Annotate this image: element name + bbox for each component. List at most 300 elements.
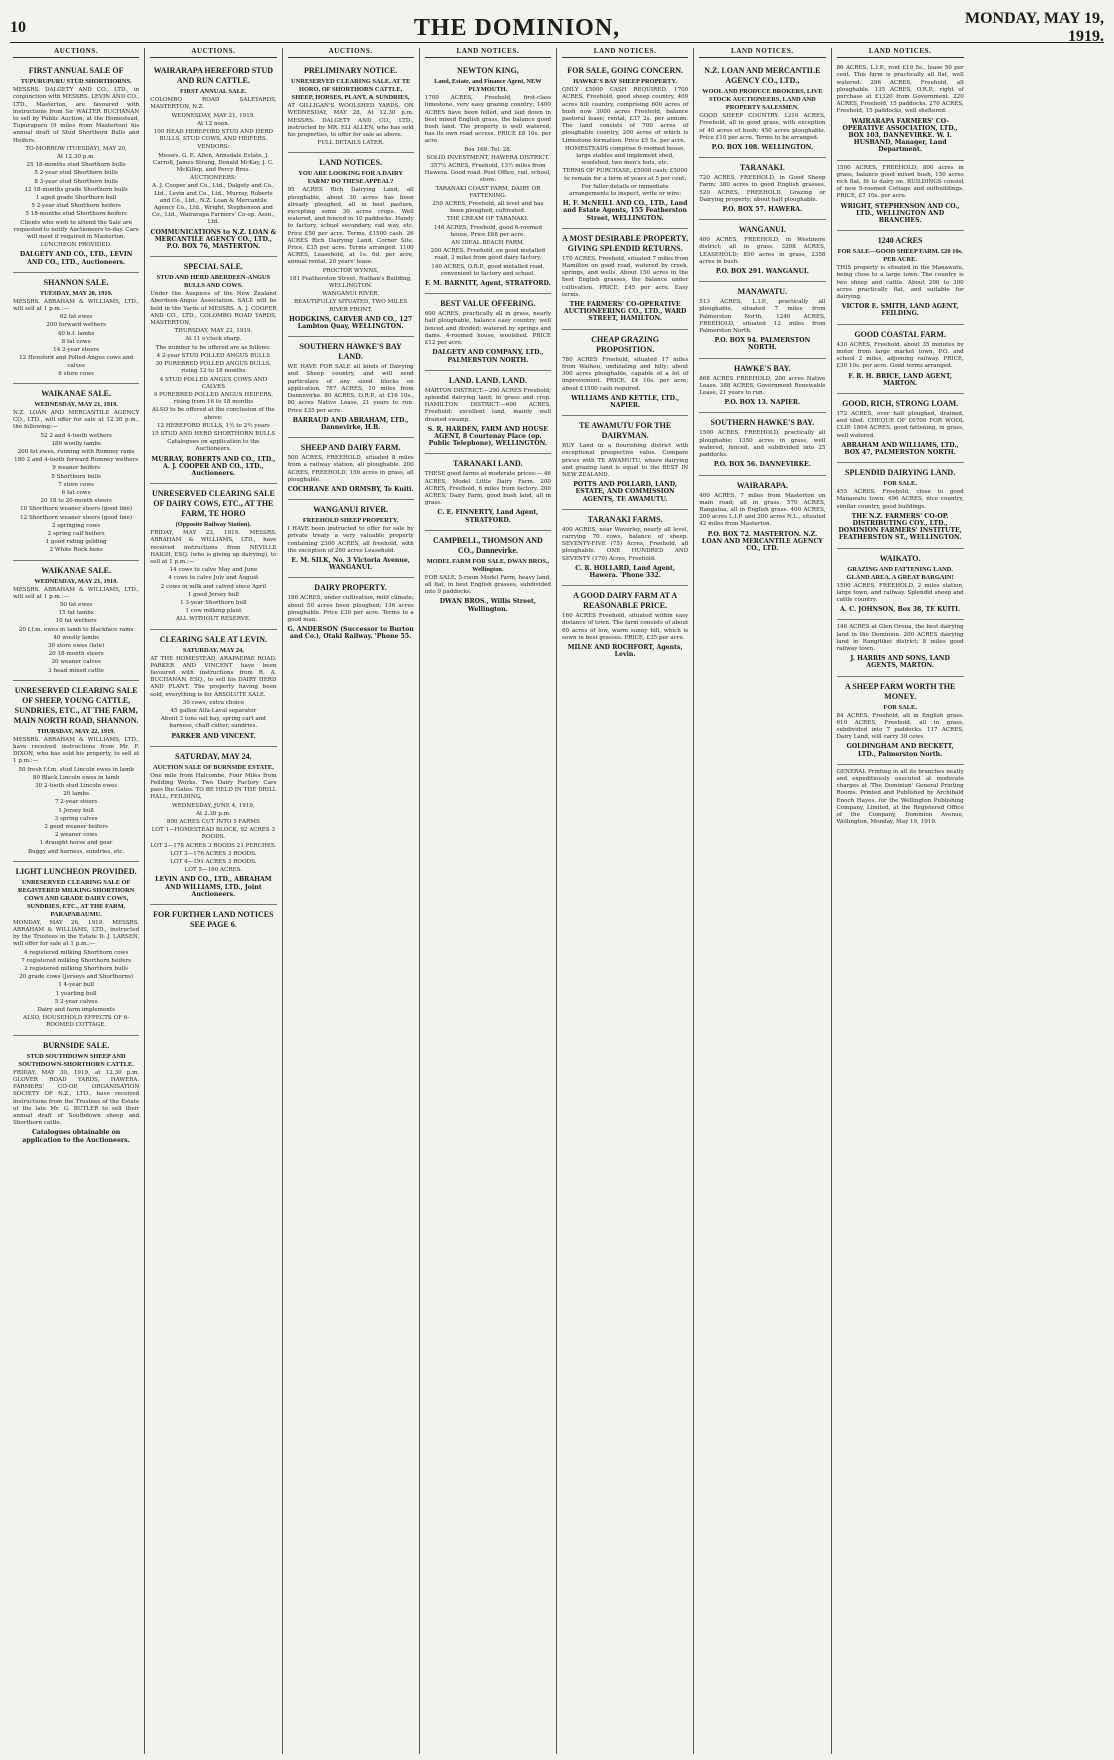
advertisement [837, 325, 964, 394]
advertisement [288, 337, 414, 438]
ad-body-text: FRIDAY, MAY 23, 1919. MESSRS. ABRAHAM & WILLIAMS, LTD., have received instructions from NEVILLE HAIGH, ESQ. (who is giving up dairying), to sell at 1 p.m.:— [150, 530, 277, 565]
ad-line: For fuller details or immediate arrangements to inspect, write or wire: [569, 183, 682, 198]
ad-line: About 3 tons oat hay, spring cart and harness, chaff cutter, sundries. [160, 716, 266, 730]
ad-heading: TE AWAMUTU FOR THE DAIRYMAN. [579, 421, 672, 441]
ad-line: At 2.30 p.m. [196, 810, 231, 817]
ad-line: 180 2 and 4-tooth forward Romney wethers [14, 457, 139, 464]
advertisement [562, 330, 688, 416]
ad-signature: DALGETY AND CO., LTD., LEVIN AND CO., LTD., Auctioneers. [19, 251, 133, 266]
ad-line: 3 spring calves [54, 815, 98, 822]
ad-line: 8 fat cows [61, 338, 91, 345]
ad-signature: H. F. McNEILL AND CO., LTD., Land and Estate Agents, 155 Featherston Street, WELLINGTON. [562, 200, 688, 222]
advertisement [288, 153, 414, 337]
ad-line: 8 3-year stud Shorthorn bulls [34, 178, 118, 185]
ad-line: 5 18-months stud Shorthorn heifers [25, 211, 127, 218]
advertisement [150, 747, 276, 905]
ad-heading: TARANAKI LAND. [453, 459, 523, 469]
ad-body-text: 455 ACRES, Freehold, close to good Manawatu town. 496 ACRES, nice country, similar country, good buildings. [836, 489, 964, 510]
ad-line: Catalogues on application to the Auctioneers. [167, 439, 260, 453]
ad-line: 15 STUD AND HERD SHORTHORN BULLS [151, 430, 276, 437]
ad-signature: S. R. HARDEN, FARM AND HOUSE AGENT, 8 Courtenay Place (op. Public Telephone), WELLINGTON. [427, 425, 548, 448]
ad-line: 30 store ewes (late) [48, 642, 105, 649]
ad-line: 250 ACRES, Freehold, all level and has been ploughed, cultivated. [432, 201, 544, 215]
ad-heading: WAIRARAPA. [736, 480, 788, 490]
ad-line: 7 store cows [58, 481, 94, 488]
ad-line: The number to be offered are as follows: [155, 344, 272, 351]
ad-body-text: 1500 ACRES, FREEHOLD, 2 miles station, large town, and railway. Splendid sheep and cattle country. [836, 582, 964, 603]
ad-subheading: TUESDAY, MAY 20, 1919. [39, 289, 113, 297]
ad-line: LOT 4—191 ACRES 3 ROODS. [170, 859, 257, 866]
ad-line: 146 ACRES, Freehold, good 6-roomed house, Price £68 per acre. [433, 224, 542, 238]
ad-heading: BEST VALUE OFFERING. [440, 299, 536, 309]
advertisement [562, 510, 688, 586]
ad-body-text: AT GILLIGAN'S WOOLSHED YARDS, ON WEDNESDAY, MAY 28, At 12.30 p.m. MESSRS. DALGETY AND CO., LTD., instructed by MR. ELI ALLEN, who has sold his properties, to offer for sale as above. [287, 103, 414, 139]
advertisement [837, 231, 964, 324]
ad-line: 200 forward wethers [46, 322, 106, 329]
newspaper-title [414, 15, 620, 42]
ad-line: 800 ACRES CUT INTO 5 FARMS [166, 819, 260, 826]
ad-line: 10 Shorthorn weaner steers (good line) [20, 506, 133, 513]
ad-subheading: STUD SOUTHDOWN SHEEP AND SOUTHDOWN-SHORTHORN CATTLE. [18, 1052, 134, 1068]
ad-signature: G. ANDERSON (Successor to Burton and Co.), Otaki Railway. 'Phone 55. [287, 626, 414, 641]
ad-heading: WAIKANAE SALE. [41, 565, 112, 575]
ad-line: LOT 1—HOMESTEAD BLOCK, 92 ACRES 3 ROODS. [151, 827, 276, 841]
ad-line: AN IDEAL BEACH FARM. [451, 240, 525, 247]
advertisement [13, 561, 139, 681]
ad-body-text: 172 ACRES, over half ploughed, drained, and tiled. CHEQUE OF £6700 FOR WOOL CLIP. 1804 ACRES, good fattening, in grass, well watered. [836, 410, 964, 439]
ad-signature: ABRAHAM AND WILLIAMS, LTD., BOX 47, PALMERSTON NORTH. [841, 441, 959, 456]
ad-line: 140 ACRES, O.R.P., good metalled road, convenient to factory and school. [431, 263, 545, 277]
ad-heading: DAIRY PROPERTY. [314, 583, 387, 593]
ad-heading: A GOOD DAIRY FARM AT A REASONABLE PRICE. [573, 591, 678, 611]
ad-line: 1 aged grade Shorthorn bull [35, 195, 117, 202]
ad-body-text: 160 ACRES Freehold, situated within easy distance of town. The farm consists of about 60 acres of low, warm sunny hill, which is sown in best grasses. PRICE, £35 per acre. [562, 613, 689, 641]
ad-heading: LAND NOTICES. [319, 158, 382, 168]
ad-signature: HODGKINS, CARVER AND CO., 127 Lambton Quay, WELLINGTON. [289, 315, 413, 331]
ad-line: 100 HEAD HEREFORD STUD AND HERD BULLS, STUD COWS, AND HEIFERS. [153, 129, 274, 143]
ad-line: BEAUTIFULLY SITUATED, TWO MILES RIVER FRONT. [294, 299, 408, 313]
ad-subheading: YOU ARE LOOKING FOR A DAIRY FARM? DO THESE APPEAL? [298, 170, 403, 186]
ad-body-text: 400 ACRES, near Waverley, nearly all level, carrying 70 cows, balance of sheep. SEVENTY-FIVE (75) Acres, Freehold, all ploughable. ONE HUNDRED AND SEVENTY (170) Acres, Freehold. [562, 526, 689, 562]
column-heading: AUCTIONS. [150, 48, 276, 58]
column-heading: AUCTIONS. [13, 48, 139, 58]
ad-line: 6 fat cows [61, 489, 91, 496]
ad-signature: MURRAY, ROBERTS AND CO., LTD., A. J. COOPER AND CO., LTD., Auctioneers. [151, 455, 276, 477]
ad-subheading: WOOL AND PRODUCE BROKERS, LIVE STOCK AUCTIONEERS, LAND AND PROPERTY SALESMEN. [702, 88, 823, 112]
ad-heading: A MOST DESIRABLE PROPERTY, GIVING SPLENDID RETURNS. [562, 233, 689, 253]
ad-line: LUNCHEON PROVIDED. [40, 242, 112, 249]
ad-line: Box 169. Tel. 28. [464, 146, 512, 153]
ad-body-text: 1500 ACRES, FREEHOLD; 800 acres in grass, balance good mixed bush, 150 acres rich flat, fit to dairy on. BUILDINGS consist of new 5-roomed Cottage and outbuildings. PRICE, £7 10s. per acre. [836, 164, 964, 200]
advertisement [837, 677, 964, 765]
advertisement [837, 765, 964, 832]
ad-body-text: WE HAVE FOR SALE all kinds of Dairying and Sheep country, and will send particulars of any sized blocks on application. 787 ACRES, 10 miles from Dannevirke. 80 ACRES, O.R.P., at £16 10s., 80 acres Native Lease, 21 years to run. Price £35 per acre. [287, 364, 414, 414]
advertisement [13, 273, 139, 384]
ad-body-text: GOOD SHEEP COUNTRY. 1210 ACRES, Freehold, all in good grass, with exception of 40 acres of bush; 450 acres ploughable. Price £10 per acre. Terms to be arranged. [699, 113, 826, 141]
ad-body-text: 780 ACRES Freehold, situated 17 miles from Waihou, undulating and hilly; about 300 acres ploughable, capable of a lot of improvement. PRICE, £4 10s. per acre; about £1500 cash required. [562, 356, 689, 392]
ad-body-text: AT THE HOMESTEAD, ARAPAEPAE ROAD. PARKER AND VINCENT have been favoured with instructions from R. A. BUCHANAN, ESQ., to sell his DAIRY HERD AND PLANT. The property having been sold, everything is for ABSOLUTE SALE. [150, 655, 277, 698]
advertisement [288, 61, 414, 153]
ad-line: ALL WITHOUT RESERVE. [176, 616, 251, 623]
ad-line: Clients who wish to attend the Sale are requested to notify Auctioneers to-day. Cars will meet if required in Masterton. [13, 219, 139, 241]
ad-signature: COCHRANE AND ORMSBY, Te Kuiti. [287, 485, 414, 493]
ad-signature: E. M. SILK, No. 3 Victoria Avenue, WANGANUI. [291, 556, 410, 572]
advertisement [837, 549, 964, 621]
ad-line: 7 2-year steers [54, 799, 98, 806]
ad-heading: SHANNON SALE. [43, 277, 109, 287]
ad-line: 1 4-year bull [58, 982, 95, 989]
ad-line: Messrs. G. E. Allen, Annsdale Estate, J. Carroll, James Strang, Donald McKay, J. C. McKillop, and Percy Bros. [153, 152, 274, 174]
column-heading: LAND NOTICES. [699, 48, 825, 58]
ad-signature: J. HARRIS AND SONS, LAND AGENTS, MARTON. [850, 655, 950, 670]
ad-line: HOMESTEADS comprise 6-roomed house, large stables and implement shed, woolshed, two men's huts, etc. [565, 145, 686, 167]
ad-heading: PRELIMINARY NOTICE. [304, 66, 398, 76]
ad-line: WEDNESDAY, MAY 21, 1919. [171, 112, 256, 119]
ad-heading: N.Z. LOAN AND MERCANTILE AGENCY CO., LTD., [704, 66, 821, 86]
advertisement [425, 454, 551, 530]
ad-line: 9 weaner heifers [52, 465, 100, 472]
advertisement [13, 1036, 139, 1150]
ad-signature: C. R. HOLLARD, Land Agent, Hawera. 'Phone 332. [575, 564, 676, 579]
ad-line: 30 2-tooth stud Lincoln ewes [35, 783, 118, 790]
column-2 [145, 48, 282, 1754]
ad-body-text: 400 ACRES, FREEHOLD, in Westmere district; all in grass. 3208 ACRES, LEASEHOLD; 850 acres in grass, 2358 acres in bush. [699, 237, 826, 265]
ad-subheading: AUCTION SALE OF BURNSIDE ESTATE, [152, 763, 274, 771]
advertisement [837, 463, 964, 548]
ad-heading: FOR FURTHER LAND NOTICES SEE PAGE 6. [153, 910, 274, 930]
ad-line: 180 woolly lambs [51, 440, 101, 447]
ad-signature: P.O. BOX 72. MASTERTON. N.Z. LOAN AND MERCANTILE AGENCY CO., LTD. [701, 530, 823, 552]
advertisement [288, 438, 414, 500]
ad-signature: P.O. BOX 56. DANNEVIRKE. [713, 461, 811, 469]
ad-line: 12 Shorthorn weaner steers (good line) [20, 514, 133, 521]
ad-line: 25 18-months stud Shorthorn bulls [26, 162, 126, 169]
ad-subheading: (Opposite Railway Station). [175, 521, 252, 529]
ad-subheading: WEDNESDAY, MAY 21, 1919. [34, 577, 118, 585]
ad-body-text: 86 ACRES, L.I.P., rent £19 5s., lease 50 per cent. This farm is practically all flat, well watered. 296 ACRES, Freehold, all ploughable. 135 ACRES, O.R.P., right of purchase at £1320 from Government. 220 ACRES, Freehold, 15 paddocks. 270 ACRES, Freehold, 15 paddocks, well sheltered. [836, 65, 964, 115]
ad-line: 1 cow milking plant [185, 608, 242, 615]
ad-line: 357½ ACRES, Freehold, 13½ miles from Hawera. Good road. Post Office, rail, school, store. [424, 163, 551, 184]
ad-body-text: 146 ACRES at Glen Oroua, the best dairying land in the Dominion. 200 ACRES dairying land in Rangitikei district; 8 miles good railway town. [836, 624, 964, 652]
ad-signature: COMMUNICATIONS to N.Z. LOAN & MERCANTILE AGENCY CO., LTD., P.O. BOX 76, MASTERTON. [150, 228, 277, 251]
ad-line: 2 good weaner heifers [44, 824, 108, 831]
ad-subheading: THURSDAY, MAY 22, 1919. [37, 727, 116, 735]
ad-signature: POTTS AND POLLARD, LAND, ESTATE, AND COMMISSION AGENTS, TE AWAMUTU. [573, 481, 678, 503]
ad-signature: P.O. BOX 57. HAWERA. [722, 206, 803, 214]
ad-line: 181 Featherston Street, Nathan's Building, WELLINGTON. [289, 275, 412, 290]
ad-line: LOT 5—160 ACRES. [184, 867, 243, 874]
ad-line: 20 18 to 20-month steers [40, 498, 112, 505]
ad-line: 12 Hereford and Polled-Angus cows and calves [19, 355, 134, 369]
ad-line: THE CREAM OF TARANAKI. [447, 216, 529, 223]
ad-heading: SOUTHERN HAWKE'S BAY LAND. [299, 342, 402, 362]
advertisement [425, 371, 551, 455]
ad-heading: BURNSIDE SALE. [43, 1040, 110, 1050]
ad-line: LOT 3—176 ACRES 3 ROODS. [170, 850, 257, 857]
ad-line: 1 draught horse and gear [39, 840, 113, 847]
ad-subheading: GRAZING AND FATTENING LAND. GLAND AREA. A GREAT BARGAIN! [846, 565, 954, 581]
ad-body-text: 95 ACRES Rich Dairying Land, all ploughable, about 30 acres has been already ploughed, all in best pasture, excepting some 30 acres crops. Well watered, and fenced in 10 paddocks. Handy to factory, school secondary, rail way, etc. Price £50 per acre. Terms, £1500 cash. 26 ACRES Rich Dairying Land, Corner Site. Price, £35 per acre. Terms arranged. 1100 ACRES, Leasehold, at 1s. 6d. per acre, annual rental, 20 years' lease. [287, 187, 414, 266]
ad-body-text: One mile from Halcombe, Four Miles from Feilding Works. Two Dairy Factory Cars pass the Gates. TO BE HELD IN THE DRILL HALL, FEILDING, [150, 772, 277, 801]
advertisement [13, 862, 139, 1036]
advertisement [288, 500, 414, 578]
ad-body-text: COLOMBO ROAD SALEYARDS, MASTERTON, N.Z. [150, 97, 277, 111]
ad-signature: BARRAUD AND ABRAHAM, LTD., Dannevirke, H.B. [292, 416, 409, 431]
advertisement [837, 394, 964, 463]
ad-heading: SPECIAL SALE. [183, 262, 243, 272]
column-4 [420, 48, 557, 1754]
ad-heading: SATURDAY, MAY 24. [175, 751, 252, 761]
ad-line: Buggy and harness, sundries, etc. [27, 848, 125, 855]
advertisement [288, 578, 414, 646]
ad-line: TO-MORROW (TUESDAY), MAY 20, [25, 145, 127, 152]
ad-line: 200 fat ewes, running with Romney rams [17, 448, 135, 455]
advertisement [150, 61, 276, 257]
ad-heading: GOOD COASTAL FARM. [854, 329, 946, 339]
ad-line: 80 Black Lincoln ewes in lamb [32, 774, 120, 781]
ad-subheading: HAWKE'S BAY SHEEP PROPERTY. [573, 78, 678, 86]
ad-body-text: 720 ACRES, FREEHOLD, in Good Sheep Farm; 380 acres in good English grasses. 520 ACRES, FREEHOLD, Grazing or Dairying property; about half ploughable. [699, 175, 826, 203]
ad-line: 20 f.f.m. ewes in lamb to blackface rams [18, 626, 134, 633]
ad-line: 7 registered milking Shorthorn heifers [21, 957, 132, 964]
ad-line: TERMS OF PURCHASE, £5000 cash; £5000 to remain for a term of years at 5 per cent. [562, 168, 688, 182]
ad-body-text: GENERAL Printing in all its branches neatly and expeditiously executed at moderate charges at 'The Dominion' General Printing Rooms. Printed and Published by Archibald Enoch Hayes, for the Wellington Publishing Company, Limited, at the Registered Office of the Company, Dominion Avenue, Wellington, Monday, May 19, 1919. [836, 768, 964, 826]
advertisement [150, 905, 276, 936]
ad-body-text: MONDAY, MAY 26, 1919. MESSRS. ABRAHAM & WILLIAMS, LTD., instructed by the Trustees in the Estate D. J. LARSEN, will offer for sale at 1 p.m.:— [13, 919, 140, 948]
ad-line: 4 STUD POLLED ANGUS COWS AND CALVES [159, 376, 268, 390]
ad-heading: SOUTHERN HAWKE'S BAY. [710, 418, 815, 428]
ad-heading: SHEEP AND DAIRY FARM. [300, 443, 401, 453]
ad-line: 2 spring calf heifers [47, 530, 105, 537]
ad-body-text: 600 ACRES, practically all in grass, nearly half ploughable, balance easy country; well fenced and divided; watered by springs and dams. 4-roomed house, woolshed. PRICE £12 per acre. [424, 311, 551, 347]
ad-body-text: Under the Auspices of the New Zealand Aberdeen-Angus Association. SALE will be held in the Yards of MESSRS. A. J. COOPER AND CO., LTD., COLOMBO ROAD YARDS, MASTERTON, [150, 291, 277, 327]
ad-line: 45 gallon Alfa-Laval separator [170, 708, 257, 714]
ad-signature: P.O. BOX 94. PALMERSTON NORTH. [714, 337, 811, 352]
ad-body-text: 430 ACRES, Freehold, about 35 minutes by motor from large market town, P.O. and school 2 miles, adjoining railway. PRICE, £30 10s. per acre. Good terms arranged. [836, 341, 964, 370]
ad-signature: P.O. BOX 108. WELLINGTON. [711, 144, 814, 152]
advertisement [699, 359, 825, 414]
ad-line: 20 18-month steers [48, 651, 104, 658]
column-7 [832, 48, 969, 1754]
ad-line: 1 good riding gelding [45, 539, 107, 546]
ad-heading: FOR SALE, GOING CONCERN. [567, 66, 684, 76]
advertisement [150, 257, 276, 484]
masthead [10, 10, 1104, 45]
advertisement [13, 61, 139, 273]
ad-signature: LEVIN AND CO., LTD., ABRAHAM AND WILLIAMS, LTD., Joint Auctioneers. [155, 876, 272, 898]
ad-subheading: FOR SALE. [883, 480, 917, 488]
ad-body-text: MESSRS. ABRAHAM & WILLIAMS, LTD., have received instructions from Mr. F. DIXON, who has sold his property, to sell at 1 p.m.:— [13, 736, 140, 765]
ad-line: 50 fresh f.f.m. stud Lincoln ewes in lamb [18, 766, 134, 773]
ad-line: ALSO to be offered at the conclusion of the above: [152, 407, 275, 421]
ad-signature: P.O. BOX 291. WANGANUI. [715, 268, 809, 276]
ad-line: 2 White Rock hens [49, 547, 103, 554]
ad-line: 4 cows to calve July and August [168, 575, 259, 582]
ad-heading: NEWTON KING, [457, 66, 519, 76]
column-grid [8, 48, 1106, 1754]
ad-heading: TARANAKI FARMS. [587, 514, 663, 524]
ad-line: 62 fat ewes [59, 314, 93, 321]
ad-signature: MILNE AND ROCHFORT, Agents, Levin. [567, 643, 683, 659]
ad-line: 1 good Jersey bull [187, 591, 239, 598]
ad-signature: P.O. BOX 13. NAPIER. [724, 399, 801, 407]
ad-line: 12 18-months grade Shorthorn bulls [24, 186, 128, 193]
ad-line: SOLID INVESTMENT, HAWERA DISTRICT. [426, 154, 550, 161]
ad-heading: WAIRARAPA HEREFORD STUD AND RUN CATTLE. [153, 66, 274, 86]
ad-line: Dairy and farm implements [37, 1007, 116, 1014]
ad-heading: UNRESERVED CLEARING SALE OF SHEEP, YOUNG CATTLE, SUNDRIES, ETC., AT THE FARM, MAIN NORTH ROAD, SHANNON. [13, 685, 139, 725]
advertisement [699, 220, 825, 282]
ad-line: 15 fat lambs [58, 610, 94, 617]
ad-line: 1 Jersey bull [58, 807, 94, 814]
ad-body-text: FOR SALE, 5-room Model Farm, heavy land, all flat, in best English grasses, subdivided into 9 paddocks. [424, 574, 551, 596]
ad-heading: UNRESERVED CLEARING SALE OF DAIRY COWS, ETC., AT THE FARM, TE HORO [151, 489, 275, 519]
ad-body-text: I HAVE been instructed to offer for sale by private treaty a very valuable property containing 2300 ACRES, all freehold, with the exception of 260 acres Leasehold. [287, 526, 414, 554]
column-5 [557, 48, 694, 1754]
ad-line: 10 fat wethers [55, 618, 97, 625]
ad-subheading: Land, Estate, and Finance Agent, NEW PLYMOUTH. [434, 78, 542, 94]
ad-subheading: WEDNESDAY, MAY 21, 1919. [34, 400, 118, 408]
ad-line: 30 PUREBRED POLLED ANGUS BULLS, rising 12 to 18 months [155, 361, 272, 375]
ad-line: 2 cows in milk and calved since April [160, 583, 266, 590]
ad-line: 2 registered milking Shorthorn bulls [24, 966, 129, 973]
ad-body-text: 868 ACRES FREEHOLD, 200 acres Native Lease. 388 ACRES, Government Renewable Lease, 21 years to run. [699, 375, 826, 397]
ad-signature: DALGETY AND COMPANY, LTD., PALMERSTON NORTH. [432, 349, 544, 364]
ad-line: A. J. Cooper and Co., Ltd., Dalgety and Co., Ltd., Levin and Co., Ltd., Murray, Roberts and Co., Ltd., N.Z. Loan & Mercantile Agency Co., Ltd., Wright, Stephenson and Co., Ltd., Wairarapa Farmers' Co-op. Assn., Ltd. [151, 183, 275, 226]
ad-line: At 12 noon. [197, 120, 230, 127]
ad-line: 3 head mixed cattle [48, 667, 105, 674]
ad-heading: LAND. LAND. LAND. [448, 375, 527, 385]
ad-body-text: THIS property is situated in the Manawatu, being close to a large town. The country is two sheep and cattle. About 200 to 300 acres practically flat, and suitable for dairying. [836, 265, 964, 301]
advertisement [425, 531, 551, 619]
ad-heading: 1240 ACRES [877, 236, 923, 246]
title-text: THE DOMINION, [413, 14, 621, 41]
advertisement [13, 681, 139, 862]
advertisement [699, 476, 825, 559]
ad-heading: FIRST ANNUAL SALE OF [28, 66, 124, 76]
ad-heading: MANAWATU. [737, 287, 788, 297]
ad-line: 2 weaner cows [54, 832, 98, 839]
ad-signature: F. R. H. BRICE, LAND AGENT, MARTON. [848, 372, 952, 387]
advertisement [13, 384, 139, 561]
ad-heading: CLEARING SALE AT LEVIN. [159, 634, 268, 644]
ad-subheading: MODEL FARM FOR SALE, DWAN BROS., Wellington. [426, 557, 550, 573]
ad-line: 30 cows, extra choice [182, 699, 245, 706]
ad-heading: A SHEEP FARM WORTH THE MONEY. [844, 681, 956, 701]
column-6 [694, 48, 831, 1754]
ad-line: 20 lambs [63, 791, 90, 798]
ad-body-text: N.Z. LOAN AND MERCANTILE AGENCY CO., LTD., will offer for sale at 12.30 p.m., the following:— [13, 409, 140, 431]
ad-heading: WAIKANAE SALE. [41, 388, 112, 398]
ad-heading: WANGANUI. [738, 225, 787, 235]
ad-signature: WAIRARAPA FARMERS' CO-OPERATIVE ASSOCIATION, LTD., BOX 103, DANNEVIRKE. W. I. HUSBAND, Manager, Land Department. [842, 117, 958, 154]
ad-subheading: UNRESERVED CLEARING SALE, AT TE HORO, OF SHORTHORN CATTLE, SHEEP, HORSES, PLANT, & SUNDRIES, [290, 78, 411, 102]
ad-body-text: MARTON DISTRICT.—290 ACRES Freehold; splendid dairying land; in grass and crop. HAMILTON DISTRICT.—600 ACRES, Freehold; excellent land, mainly well drained swamp. [424, 387, 551, 423]
ad-subheading: FOR SALE. [883, 703, 917, 711]
ad-line: 40 woolly lambs [53, 634, 100, 641]
ad-heading: HAWKE'S BAY. [733, 363, 791, 373]
ad-line: 5 2-year stud Shorthorn bulls [34, 170, 118, 177]
column-heading: LAND NOTICES. [425, 48, 551, 58]
ad-line: 4 registered milking Shorthorn cows [23, 949, 129, 956]
ad-heading: CHEAP GRAZING PROPOSITION. [591, 334, 660, 354]
advertisement [150, 484, 276, 629]
ad-body-text: 1500 ACRES, FREEHOLD, practically all ploughable; 1350 acres in grass, well watered, fenced, and subdivided into 25 paddocks. [699, 430, 826, 459]
ad-body-text: THESE good farms at moderate prices:— 46 ACRES, Model Little Dairy Farm. 200 ACRES, Freehold, 6 miles from factory. 200 ACRES, Dairy Farm, good bush land, all in grass. [424, 471, 551, 507]
issue-date: MONDAY, MAY 19, 1919. [965, 10, 1104, 45]
ad-line: 50 fat ewes [59, 601, 93, 608]
advertisement [562, 229, 688, 330]
ad-signature: WRIGHT, STEPHENSON AND CO., LTD., WELLINGTON AND BRANCHES. [840, 202, 960, 225]
ad-body-text: FRIDAY, MAY 30, 1919, at 12.30 p.m. GLOVER ROAD YARDS, HAWERA. FARMERS' CO-OP. ORGANISATION SOCIETY OF N.Z., LTD., have received instructions from the Trustees of the Estate of the late Mr. G. BUTLER to sell their annual draft of Southdown sheep and Shorthorn cattle. [13, 1069, 140, 1127]
ad-line: 40 b.f. lambs [57, 330, 95, 337]
column-1 [8, 48, 145, 1754]
ad-signature: GOLDINGHAM AND BECKETT, LTD., Palmerston North. [846, 743, 954, 758]
ad-subheading: UNRESERVED CLEARING SALE OF REGISTERED MILKING SHORTHORN COWS AND GRADE DAIRY COWS, SUNDRIES, ETC., AT THE FARM, PARAPARAUMU. [18, 878, 135, 918]
column-3 [283, 48, 420, 1754]
ad-line: 20 weaner calves [51, 659, 101, 666]
ad-line: WEDNESDAY, JUNE 4, 1919, [171, 802, 255, 809]
ad-heading: WANGANUI RIVER. [313, 505, 389, 515]
ad-heading: TARANAKI. [739, 163, 785, 173]
ad-line: 5 Shorthorn bulls [51, 473, 101, 480]
ad-body-text: 170 ACRES, Freehold, situated 7 miles from Hamilton on good road, watered by creek, springs, and wells. About 150 acres in the best English grasses, the balance under cultivation. PRICE, £45 per acre. Easy terms. [562, 255, 689, 298]
ad-line: 14 2-year steers [53, 347, 100, 354]
ad-body-text: MESSRS. DALGETY AND CO., LTD., in conjunction with MESSRS. LEVIN AND CO., LTD., Masterton, are favoured with instructions from Sir WALTER BUCHANAN to sell by Public Auction, at the Homestead, Tupurupuru (9 miles from Masterton) his annual draft of Stud Shorthorn Bulls and Heifers. [13, 87, 140, 144]
ad-line: 5 2-year calves [54, 998, 98, 1005]
ad-line: 1 yearling bull [55, 990, 97, 997]
advertisement [425, 61, 551, 294]
ad-body-text: ONLY £5000 CASH REQUIRED. 1700 ACRES, Freehold, good sheep country, 400 acres hill country, comprising 600 acres of bush now 3000 acres Freehold, balance pastoral lease; rental, £37 2s. per annum. The land consists of 700 acres of ploughable country, 200 acres of which is Limestone formation. Price £5 5s. per acre. [562, 87, 689, 144]
advertisement [562, 61, 688, 229]
ad-body-text: 84 ACRES, Freehold, all in English grass. 610 ACRES, Freehold, all in grass, subdivided into 7 paddocks. 117 ACRES, Dairy Land, will carry 30 cows. [836, 712, 964, 741]
column-heading: AUCTIONS. [288, 48, 414, 58]
ad-line: WANGANUI RIVER. [322, 291, 380, 298]
ad-heading: WAIKATO. [879, 553, 921, 563]
ad-line: 6 store cows [58, 370, 94, 377]
ad-signature: Catalogues obtainable on application to the Auctioneers. [22, 1129, 130, 1144]
ad-line: At 12.30 p.m. [57, 154, 96, 161]
ad-heading: LIGHT LUNCHEON PROVIDED. [15, 866, 137, 876]
ad-line: 9 PUREBRED POLLED ANGUS HEIFERS, rising from 16 to 18 months [153, 391, 274, 406]
advertisement [562, 586, 688, 664]
ad-body-text: MESSRS. ABRAHAM & WILLIAMS, LTD., will sell at 1 p.m.:— [13, 586, 140, 600]
ad-line: AUCTIONEERS: [190, 175, 237, 182]
ad-subheading: FOR SALE—GOOD SHEEP FARM. £20 10s. PER ACRE. [837, 248, 963, 264]
advertisement [837, 620, 964, 676]
ad-line: FULL DETAILS LATER. [317, 140, 384, 147]
ad-line: LOT 2—178 ACRES 3 ROODS 21 PERCHES. [150, 842, 277, 849]
advertisement [837, 161, 964, 232]
ad-subheading: SATURDAY, MAY 24, [182, 646, 244, 654]
ad-heading: CAMPBELL, THOMSON AND CO., Dannevirke. [432, 535, 543, 555]
ad-body-text: BUY Land in a flourishing district with exceptional prospective value. Compare prices with TE AWAMUTU, where dairying and grazing land is equal to the BEST IN NEW ZEALAND. [562, 443, 689, 478]
ad-line: TARANAKI COAST FARM, DAIRY OR FATTENING. [435, 185, 541, 199]
ad-subheading: FIRST ANNUAL SALE. [179, 88, 247, 96]
ad-body-text: 513 ACRES, L.I.P., practically all ploughable, situated 7 miles from Palmerston North. 1240 ACRES, FREEHOLD, situated 12 miles from Palmerston North. [699, 299, 826, 335]
advertisement [699, 61, 825, 158]
ad-body-text: 1700 ACRES, Freehold, first-class limestone, very easy grazing country; 1400 ACRES have been felled, and laid down in best mixed English grass, the balance good bush land. The property is well watered, has its own road access. PRICE £8 10s. per acre. [424, 95, 551, 145]
ad-heading: SPLENDID DAIRYING LAND. [845, 468, 956, 478]
advertisement [150, 630, 276, 747]
ad-signature: PARKER AND VINCENT. [171, 732, 256, 740]
ad-signature: A. C. JOHNSON, Box 38, TE KUITI. [840, 606, 961, 614]
ad-line: 200 ACRES, Freehold, on good metalled road, 3 miles from good dairy factory. [430, 248, 546, 262]
ad-body-text: 400 ACRES, 7 miles from Masterton on main road; all in grass. 570 ACRES, Rangatoa, all in English grass. 400 ACRES, 200 acres L.I.P. and 200 acres N.L., situated 42 miles from Masterton. [699, 492, 826, 528]
advertisement [425, 294, 551, 370]
advertisement [699, 282, 825, 358]
ad-line: 1 3-year Shorthorn bull [180, 599, 247, 606]
